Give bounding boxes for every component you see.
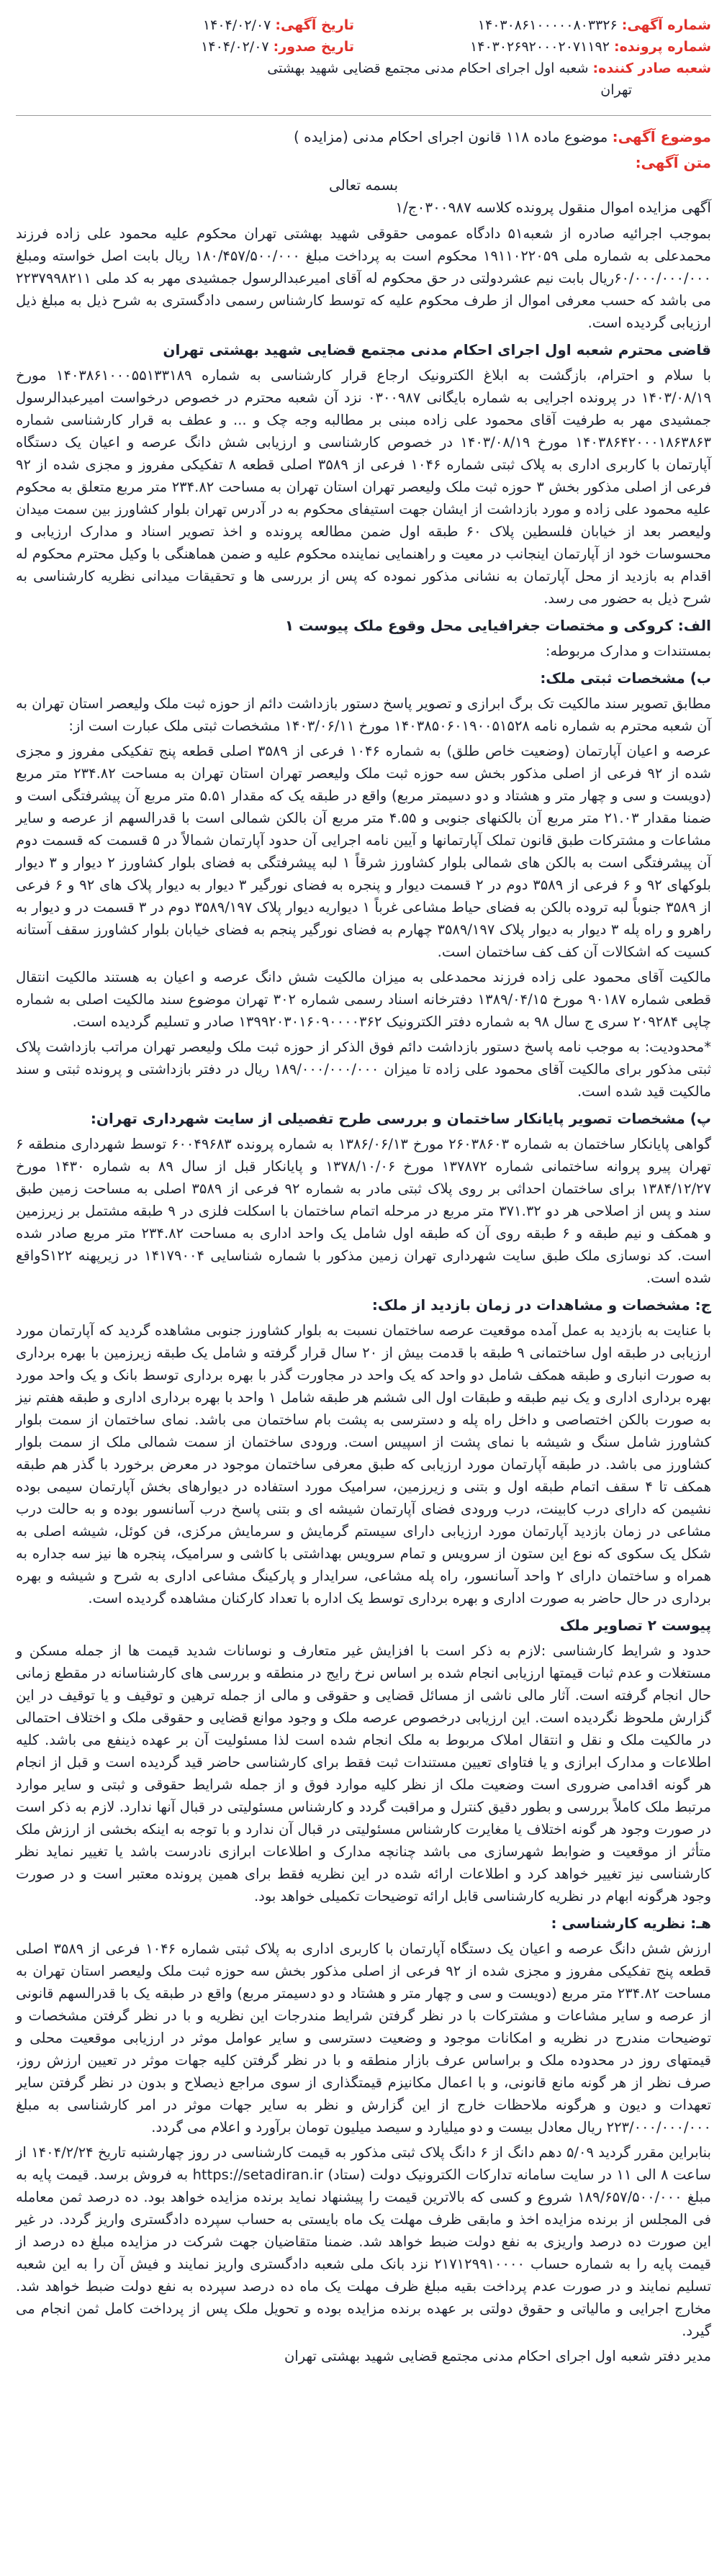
subject-value: موضوع ماده ۱۱۸ قانون اجرای احکام مدنی (مزایده ) — [293, 128, 608, 145]
report-paragraph-2: بمستندات و مدارک مربوطه: — [545, 643, 711, 659]
report-paragraph-7: گواهی پایانکار ساختمان به شماره ۲۶۰۳۸۶۰۳ مورخ ۱۳۸۶/۰۶/۱۳ به شماره پرونده ۶۰۰۴۹۶۸۳ توسط شهرداری منطقه ۶ تهران پیرو پروانه ساختمانی شماره ۱۳۷۸۷۲ مورخ ۱۳۷۸/۱۰/۰۶ و پایانکار قبل از سال ۸۹ به شماره ۱۴۳۰ مورخ ۱۳۸۴/۱۲/۲۷ برای ساختمان احداثی بر روی پلاک ثبتی مادر به شماره ۹۲ فرعی از ۳۵۸۹ اصلی به مساحت زمین طبق سند و پس از اصلاحی هر دو ۳۷۱.۳۲ متر مربع در مرحله اتمام ساختمان با اسکلت فلزی در ۹ طبقه مشتمل بر زیرزمین و همکف و نیم طبقه و ۶ طبقه روی آن که طبقه اول شامل یک واحد اداری به مساحت ۲۳۴.۸۲ متر مربع صادر شده است. کد نوسازی ملک طبق سایت شهرداری تهران زمین مذکور با شماره شناسایی ۱۴۱۷۹۰۰۴ در زیرپهنه S۱۲۲واقع شده است. — [16, 1136, 712, 1286]
report-paragraph-9: حدود و شرایط کارشناسی :لازم به ذکر است با افزایش غیر متعارف و نوسانات شدید قیمت ها از جمله مسکن و مستغلات و عدم ثبات قیمتها ارزیابی انجام شده بر اساس نرخ رایج در منطقه و بررسی های کارشناسانه در مقطع زمانی حال انجام گرفته است. آثار مالی ناشی از مسائل قضایی و حقوقی و مالی از جمله ترهین و توقیف و یا توقیف در این گزارش ملحوظ نگردیده است. این ارزیابی درخصوص عرصه ملک و وجود موانع قضایی و حقوقی ملک و اختلاف احتمالی در مالکیت ملک و نقل و انتقال املاک مربوط به ملک انجام شده است لذا مسئولیت آن بر عهده ذینفع می باشد. کلیه اطلاعات و مدارک ابرازی و یا فتاوای تعیین مستندات ثبت فقط برای کارشناسی حاضر قید گردیده است و قبل از انجام هر گونه اقدامی ضروری است وضعیت ملک از نظر کلیه موارد فوق و از جمله شرایط حقوقی و ثبتی و سایر موارد مرتبط ملک کاملاً بررسی و بطور دقیق کنترل و مراقبت گردد و کارشناس مسئولیتی در قبال آنها ندارد. لازم به ذکر است در صورت وجود هر گونه اختلاف یا مغایرت کارشناس مسئولیتی در قبال آن ندارد و با توجه به اینکه بخشی از ارزش ملک متأثر از موقعیت و ضوابط شهرسازی می باشد چنانچه مدارک و اطلاعات ابرازی نادرست باشد یا تغییر نماید نظر کارشناسی نیز تغییر خواهد کرد و اطلاعات ارائه شده در این نظریه فقط برای همین پرونده معتبر است و در صورت وجود هرگونه ابهام در نظریه کارشناسی قابل ارائه توضیحات تکمیلی خواهد بود. — [16, 1642, 711, 1904]
ad-number-value: ۱۴۰۳۰۸۶۱۰۰۰۰۰۸۰۳۳۲۶ — [477, 17, 618, 33]
notice-title: آگهی مزایده اموال منقول پرونده کلاسه ۰۳۰۰۹۸۷ج/۱ — [395, 199, 711, 216]
report-paragraph-1: با سلام و احترام، بازگشت به ابلاغ الکترونیک ارجاع قرار کارشناسی به شماره ۱۴۰۳۸۶۱۰۰۰۵۵۱۳۳۱۸۹ مورخ ۱۴۰۳/۰۸/۱۹ در پرونده اجرایی به شماره بایگانی ۰۳۰۰۹۸۷ نزد آن شعبه محترم در خصوص درخواست امیرعبدالرسول جمشیدی مهر به طرفیت آقای محمود علی زاده مبنی بر مطالبه وجه چک و ... و عطف به قرار کارشناسی شماره ۱۴۰۳۸۶۴۲۰۰۰۱۸۶۳۸۶۳ مورخ ۱۴۰۳/۰۸/۱۹ در خصوص کارشناسی و ارزیابی شش دانگ عرصه و اعیان یک دستگاه آپارتمان با کاربری اداری به پلاک ثبتی شماره ۱۰۴۶ فرعی از ۳۵۸۹ اصلی قطعه ۸ تفکیکی مفروز و مجزی شده از ۹۲ فرعی از اصلی مذکور بخش ۳ حوزه ثبت ملک ولیعصر تهران استان تهران به مساحت ۲۳۴.۸۲ متر مربع متعلق به محکوم علیه محمود علی زاده و مورد بازداشت از ایشان جهت استیفای محکوم به در آدرس تهران بلوار کشاورز بین سمت میدان ولیعصر بعد از خیابان فلسطین پلاک ۶۰ طبقه اول ضمن مطالعه پرونده و اخذ تصویر اسناد و مدارک ارزیابی و محسوسات خود از آپارتمان اینجانب در معیت و راهنمایی نماینده محکوم علیه و ضمن هماهنگی با وکیل محترم محکوم له اقدام به بازدید از محل آپارتمان به نشانی مذکور نموده که پس از بررسی ها و تحقیقات میدانی نظریه کارشناسی به شرح ذیل به حضور می رسد. — [16, 367, 712, 607]
issuing-branch-value: شعبه اول اجرای احکام مدنی مجتمع قضایی شهید بهشتی — [267, 60, 589, 76]
issue-date-row — [16, 36, 354, 58]
text-label-row — [16, 152, 711, 173]
subject-label: موضوع آگهی: — [612, 128, 711, 145]
file-number-label: شماره پرونده: — [613, 39, 711, 55]
auction-paragraph-2: مدیر دفتر شعبه اول اجرای احکام مدنی مجتمع قضایی شهید بهشتی تهران — [284, 2348, 711, 2364]
report-subheading-4: ج: مشخصات و مشاهدات در زمان بازدید از ملک: — [371, 1296, 711, 1314]
notice-meta-left — [16, 14, 354, 58]
intro-paragraph: بموجب اجرائیه صادره از شعبه۵۱ دادگاه عمومی حقوقی شهید بهشتی تهران محکوم علیه محمود علی زاده فرزند محمدعلی به شماره ملی ۱۹۱۱۰۲۲۰۵۹ محکوم است به پرداخت مبلغ ۱۸۰/۴۵۷/۵۰۰/۰۰۰ ریال بابت اصل خواسته ومبلغ ۶۰/۰۰۰/۰۰۰/۰۰۰ریال بابت نیم عشردولتی در حق محکوم له آقای امیرعبدالرسول جمشیدی مهر به کد ملی ۲۲۳۷۹۹۸۲۱۱ می باشد که حسب معرفی اموال از طرف محکوم علیه که توسط کارشناس رسمی دادگستری به شرح ذیل به مبلغ ذیل ارزیابی گردیده است. — [16, 225, 711, 331]
report-paragraph-8: با عنایت به بازدید به عمل آمده موقعیت عرصه ساختمان نسبت به بلوار کشاورز جنوبی مشاهده گردید که آپارتمان مورد ارزیابی در طبقه اول ساختمانی ۹ طبقه با قدمت بیش از ۲۰ سال قرار گرفته و شامل یک طبقه زیرزمین با بهره برداری به صورت انباری و طبقه همکف شامل دو واحد که یک واحد در مجاورت گذر با بهره برداری توسط بانک و یک واحد مورد بهره برداری اداری و یک نیم طبقه و طبقات اول الی ششم هر طبقه شامل ۱ واحد با بهره برداری اداری و طبقه هفتم نیز به صورت بالکن اختصاصی و داخل راه پله و دسترسی به پشت بام ساختمان می باشد. نمای ساختمان از سمت بلوار کشاورز شامل سنگ و شیشه با نمای پشت از اسپیس است. ورودی ساختمان از سمت شمالی ملک از سمت بلوار کشاورز می باشد. در طبقه آپارتمان مورد ارزیابی که طبق معرفی ساختمان موجود در معرض برخورد با گذر هم طبقه همکف تا ۴ سقف اتمام طبقه اول و بتنی و زیرزمین، سرامیک مورد استفاده در دیوارهای بخش آپارتمان سیمی بوده نشیمن که دارای درب کابینت، درب ورودی فضای آپارتمان شیشه ای و بتنی پاسخ درب آسانسور بوده و به حالت درب مشاعی در زمان بازدید آپارتمان مورد ارزیابی دارای سیستم گرمایش و سرمایش مرکزی، فن کوئل، شیشه اصلی به شکل یک سکوی که نوع این ستون از سرویس و تمام سرویس بهداشتی با کاشی و سرامیک، پنجره ها نیز سه جداره به همراه و ساختمان دارای ۲ واحد آسانسور، راه پله مشاعی، سرایدار و پارکینگ مشاعی اداری به شرح و شیشه و بهره برداری در حال حاضر به صورت اداری و بهره برداری توسط یک اداره با تعداد کارکنان مشاهده گردیده است. — [16, 1322, 711, 1606]
text-label: متن آگهی: — [635, 154, 711, 171]
report-paragraph-4: عرصه و اعیان آپارتمان (وضعیت خاص طلق) به شماره ۱۰۴۶ فرعی از ۳۵۸۹ اصلی قطعه پنج تفکیکی مفروز و مجزی شده از ۹۲ فرعی از اصلی مذکور بخش سه حوزه ثبت ملک ولیعصر تهران استان تهران به مساحت ۲۳۴.۸۲ متر مربع (دویست و سی و چهار متر و هشتاد و دو دسیمتر مربع) واقع در طبقه یک که مقدار ۵.۵۱ متر مربع آن پیشرفتگی است و ضمنا مقدار ۲۱.۰۳ متر مربع آن بالکنهای جنوبی و ۴.۵۵ متر مربع آن بالکن شمالی است با قدرالسهم از عرصه و سایر مشاعات و مشترکات طبق قانون تملک آپارتمانها و آیین نامه اجرایی آن حدود آپارتمان شمالاً در ۵ قسمت که قسمت دوم آن پیشرفتگی است به بالکن های شمالی بلوار کشاورز شرقاً ۱ لبه پیشرفتگی به فضای بلوار کشاورز ۲ دیوار و ۳ دیوار بلوکهای ۹۲ و ۶ فرعی از ۳۵۸۹ دوم در ۲ قسمت دیوار و پنجره به فضای نورگیر ۳ دیوار به دیوار پلاک های ۹۲ و ۶ فرعی از ۳۵۸۹ جنوباً لبه تروده بالکن به فضای حیاط مشاعی غرباً ۱ دیواریه دیوار پلاک ۳۵۸۹/۱۹۷ دوم در ۳ قسمت در و دیوار به راهرو و راه پله ۳ دیوار به دیوار پلاک ۳۵۸۹/۱۹۷ چهارم به فضای نورگیر پنجم به فضای خیابان بلوار کشاورز سقف آستانه کسیت که اشکالات آن کف کف ساختمان است. — [16, 743, 712, 960]
bismillah: بسمه تعالی — [328, 176, 399, 194]
report-paragraph-10: ارزش شش دانگ عرصه و اعیان یک دستگاه آپارتمان با کاربری اداری به پلاک ثبتی شماره ۱۰۴۶ فرعی از ۳۵۸۹ اصلی قطعه پنج تفکیکی مفروز و مجزی شده از ۹۲ فرعی از اصلی مذکور بخش سه حوزه ثبت ملک ولیعصر استان تهران به مساحت ۲۳۴.۸۲ متر مربع (دویست و سی و چهار متر و هشتاد و دو دسیمتر مربع) واقع در طبقه یک با قدرالسهم قانونی از عرصه و سایر مشاعات و مشترکات با در نظر گرفتن شرایط مندرجات این نظریه و با در نظر گرفتن مشخصات و توضیحات مندرج در نظریه و امکانات موجود و وضعیت دسترسی و سایر عوامل موثر در ارزیابی موقعیت محلی و قیمتهای روز در محدوده ملک و براساس عرف بازار منطقه و با در نظر گرفتن کلیه جهات موثر در تعیین ارزش روز، صرف نظر از هر گونه مانع قانونی، و با اعمال مکانیزم قیمتگذاری از سوی مراجع ذیصلاح و بدون در نظر گرفتن سایر تعهدات و دیون و هرگونه ملاحظات خارج از این گزارش و نظر به سایر جهات موثر در امر کارشناسی به مبلغ ۲۲۳/۰۰۰/۰۰۰/۰۰۰ ریال معادل بیست و دو میلیارد و سیصد میلیون تومان برآورد و اعلام می گردد. — [16, 1940, 711, 2136]
subject-row — [16, 126, 711, 148]
ad-date-label: تاریخ آگهی: — [275, 17, 354, 33]
header-divider — [16, 115, 711, 116]
auction-block — [16, 2141, 711, 2367]
ad-number-label: شماره آگهی: — [621, 17, 711, 33]
ad-date-value: ۱۴۰۴/۰۲/۰۷ — [202, 17, 271, 33]
report-subheading-1: الف: کروکی و مختصات جغرافیایی محل وقوع ملک پیوست ۱ — [284, 617, 711, 634]
auction-paragraph-1: بنابراین مقرر گردید ۵/۰۹ دهم دانگ از ۶ دانگ پلاک ثبتی مذکور به قیمت کارشناسی در روز چهارشنبه تاریخ ۱۴۰۴/۲/۲۴ از ساعت ۸ الی ۱۱ در سایت سامانه تدارکات الکترونیک دولت (ستاد) https://setadiran.ir به فروش برسد. قیمت پایه به مبلغ ۱۸۹/۶۵۷/۵۰۰/۰۰۰ شروع و کسی که بالاترین قیمت را پیشنهاد نماید برنده مزایده خواهد بود. ده درصد ثمن معامله فی المجلس از برنده مزایده اخذ و مابقی ظرف مهلت یک ماه بایستی به حساب سپرده دادگستری واریز گردد. در غیر این صورت ده درصد واریزی به نفع دولت ضبط خواهد شد. ضمنا متقاضیان جهت شرکت در مزایده مبلغ ده درصد از قیمت پایه را به شماره حساب ۲۱۷۱۲۹۹۱۰۰۰۰ نزد بانک ملی شعبه دادگستری واریز نمایند و فیش آن را به این شعبه تسلیم نمایند و در صورت عدم پرداخت بقیه مبلغ ظرف مهلت یک ماه ده درصد سپرده به نفع دولت ضبط خواهد شد. مخارج اجرایی و مالیاتی و حقوق دولتی بر عهده برنده مزایده بوده و تحویل ملک پس از پرداخت کامل ثمن انجام می گیرد. — [16, 2144, 712, 2339]
report-paragraph-3: مطابق تصویر سند مالکیت تک برگ ابرازی و تصویر پاسخ دستور بازداشت دائم از حوزه ثبت ملک ولیعصر استان تهران به آن شعبه محترم به شماره نامه ۱۴۰۳۸۵۰۶۰۱۹۰۰۵۱۵۲۸ مورخ ۱۴۰۳/۰۶/۱۱ مشخصات ثبتی ملک عبارت است از: — [16, 695, 711, 734]
file-number-value: ۱۴۰۳۰۲۶۹۲۰۰۰۲۰۷۱۱۹۲ — [470, 39, 610, 55]
report-subheading-3: پ) مشخصات تصویر پایانکار ساختمان و بررسی طرح تفصیلی از سایت شهرداری تهران: — [90, 1110, 711, 1127]
report-subheading-5: پیوست ۲ تصاویر ملک — [559, 1617, 711, 1634]
report-subheading-6: هـ: نظریه کارشناسی : — [551, 1915, 711, 1932]
issuing-branch-label: شعبه صادر کننده: — [592, 60, 711, 76]
notice-body — [16, 222, 711, 2138]
issue-date-label: تاریخ صدور: — [273, 39, 354, 55]
court-heading: قاضی محترم شعبه اول اجرای احکام مدنی مجتمع قضایی شهید بهشتی تهران — [163, 341, 711, 358]
ad-date-row — [16, 14, 354, 36]
report-paragraph-5: مالکیت آقای محمود علی زاده فرزند محمدعلی به میزان مالکیت شش دانگ عرصه و اعیان به هستند مالکیت انتقال قطعی شماره ۹۰۱۸۷ مورخ ۱۳۸۹/۰۴/۱۵ دفترخانه اسناد رسمی شماره ۳۰۲ تهران موضوع سند مالکیت اصلی به شماره چاپی ۲۰۹۲۸۴ سری ج سال ۹۸ به شماره دفتر الکترونیک ۱۳۹۹۲۰۳۰۱۶۰۹۰۰۰۰۳۶۲ صادر و تسلیم گردیده است. — [16, 969, 711, 1030]
file-number-row — [373, 36, 711, 58]
issuing-branch-city: تهران — [600, 82, 632, 98]
issuing-branch-row — [267, 58, 711, 79]
report-subheading-2: ب) مشخصات ثبتی ملک: — [540, 669, 711, 687]
report-paragraph-6: *محدودیت: به موجب نامه پاسخ دستور بازداشت دائم فوق الذکر از حوزه ثبت ملک ولیعصر تهران مراتب بازداشت پلاک ثبتی مذکور برای مالکیت آقای محمود علی زاده تا میزان ۱۸۹/۰۰۰/۰۰۰/۰۰۰ ریال در دفتر بازداشتی و پرونده ثبتی و سند مالکیت قید شده است. — [16, 1039, 712, 1100]
notice-meta — [16, 14, 711, 115]
issue-date-value: ۱۴۰۴/۰۲/۰۷ — [201, 39, 269, 55]
ad-number-row — [373, 14, 711, 36]
